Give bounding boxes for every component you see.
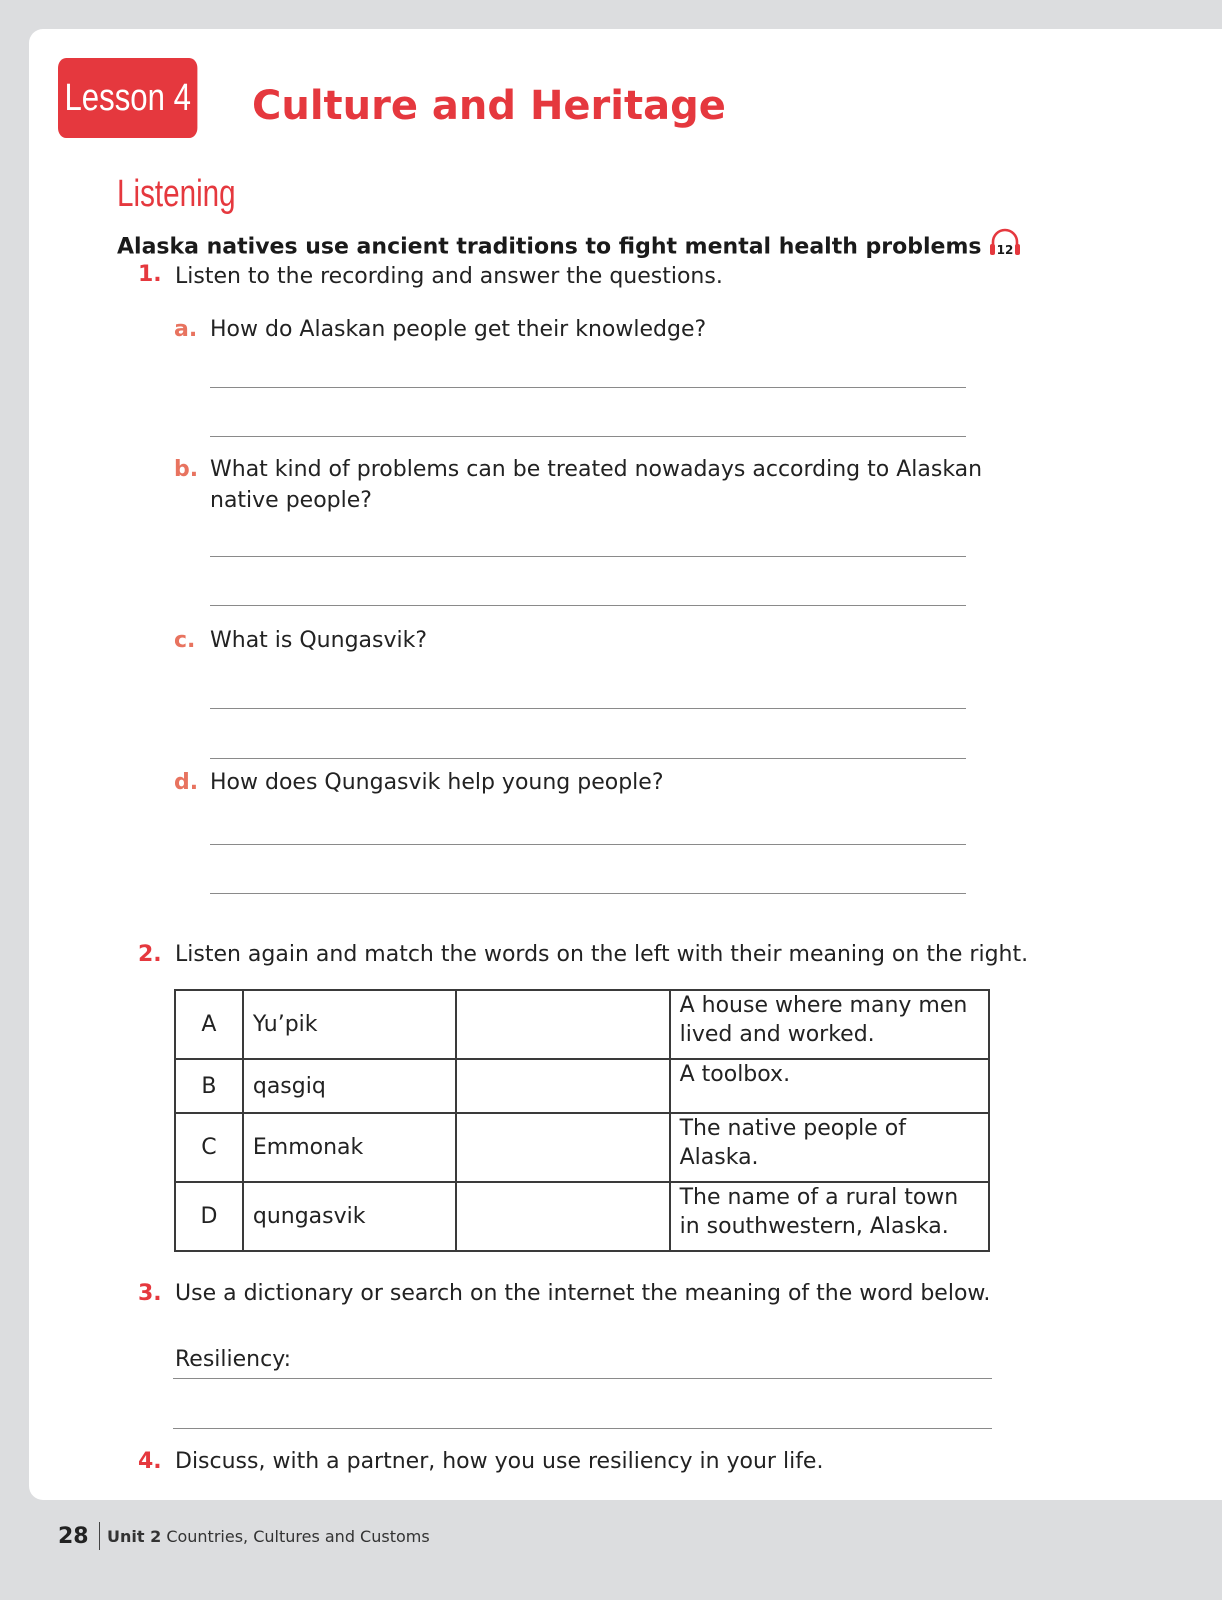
- row-meaning: [670, 990, 989, 1059]
- row-letter: A: [175, 990, 243, 1059]
- exercise-4-number: 4.: [138, 1449, 162, 1474]
- answer-line-c2[interactable]: [210, 758, 966, 759]
- footer-unit: [107, 1524, 430, 1550]
- answer-line-d2[interactable]: [210, 893, 966, 894]
- audio-track-number: 12: [996, 243, 1013, 257]
- meaning-line2: lived and worked.: [679, 1022, 875, 1047]
- question-c-text: What is Qungasvik?: [210, 628, 428, 653]
- exercise-1-instruction: Listen to the recording and answer the questions.: [175, 264, 723, 289]
- row-letter: D: [175, 1182, 243, 1251]
- exercise-3-number: 3.: [138, 1281, 162, 1306]
- row-meaning: [670, 1113, 989, 1182]
- question-a-letter: a.: [174, 317, 198, 342]
- headphones-icon[interactable]: [988, 227, 1022, 268]
- match-answer-cell[interactable]: [456, 1059, 669, 1113]
- footer-divider: [99, 1522, 100, 1550]
- question-b-text-line2: native people?: [210, 488, 372, 513]
- match-answer-cell[interactable]: [456, 1182, 669, 1251]
- lesson-title: Culture and Heritage: [252, 83, 726, 129]
- exercise-2-instruction: Listen again and match the words on the left with their meaning on the right.: [175, 942, 1029, 967]
- row-letter: B: [175, 1059, 243, 1113]
- exercise-1-number: 1.: [138, 262, 162, 287]
- subtitle-text: Alaska natives use ancient traditions to fight mental health problems: [117, 234, 982, 260]
- resiliency-label: Resiliency:: [175, 1347, 292, 1372]
- table-row: [175, 1113, 989, 1182]
- meaning-line1: The native people of: [679, 1116, 907, 1141]
- row-letter: C: [175, 1113, 243, 1182]
- exercise-2-number: 2.: [138, 942, 162, 967]
- exercise-3-instruction: Use a dictionary or search on the internet the meaning of the word below.: [175, 1281, 991, 1306]
- question-b-text-line1: What kind of problems can be treated nowadays according to Alaskan: [210, 457, 983, 482]
- matching-table: [174, 989, 990, 1252]
- answer-line-a1[interactable]: [210, 387, 966, 388]
- row-meaning: [670, 1182, 989, 1251]
- row-word: qungasvik: [243, 1182, 457, 1251]
- page-number: 28: [58, 1524, 89, 1549]
- question-c-letter: c.: [174, 628, 196, 653]
- answer-line-c1[interactable]: [210, 708, 966, 709]
- resiliency-answer-line2[interactable]: [173, 1428, 992, 1429]
- answer-line-d1[interactable]: [210, 844, 966, 845]
- meaning-line1: The name of a rural town: [679, 1185, 959, 1210]
- answer-line-a2[interactable]: [210, 436, 966, 437]
- answer-line-b2[interactable]: [210, 605, 966, 606]
- footer-unit-label: Unit 2: [107, 1527, 162, 1546]
- lesson-badge: Lesson 4: [58, 58, 197, 138]
- meaning-line1: A toolbox.: [679, 1062, 791, 1087]
- row-word: qasgiq: [243, 1059, 457, 1113]
- exercise-4-instruction: Discuss, with a partner, how you use resiliency in your life.: [175, 1449, 824, 1474]
- question-a-text: How do Alaskan people get their knowledge?: [210, 317, 707, 342]
- meaning-line2: in southwestern, Alaska.: [679, 1214, 949, 1239]
- match-answer-cell[interactable]: [456, 990, 669, 1059]
- question-b-letter: b.: [174, 457, 199, 482]
- footer-unit-title: Countries, Cultures and Customs: [166, 1527, 430, 1546]
- table-row: [175, 1182, 989, 1251]
- resiliency-answer-line1[interactable]: [173, 1378, 992, 1379]
- row-meaning: [670, 1059, 989, 1113]
- table-row: [175, 990, 989, 1059]
- question-d-letter: d.: [174, 770, 199, 795]
- table-row: [175, 1059, 989, 1113]
- row-word: Yu’pik: [243, 990, 457, 1059]
- match-answer-cell[interactable]: [456, 1113, 669, 1182]
- question-d-text: How does Qungasvik help young people?: [210, 770, 664, 795]
- meaning-line1: A house where many men: [679, 993, 968, 1018]
- row-word: Emmonak: [243, 1113, 457, 1182]
- meaning-line2: Alaska.: [679, 1145, 759, 1170]
- section-title: Listening: [117, 173, 236, 215]
- answer-line-b1[interactable]: [210, 556, 966, 557]
